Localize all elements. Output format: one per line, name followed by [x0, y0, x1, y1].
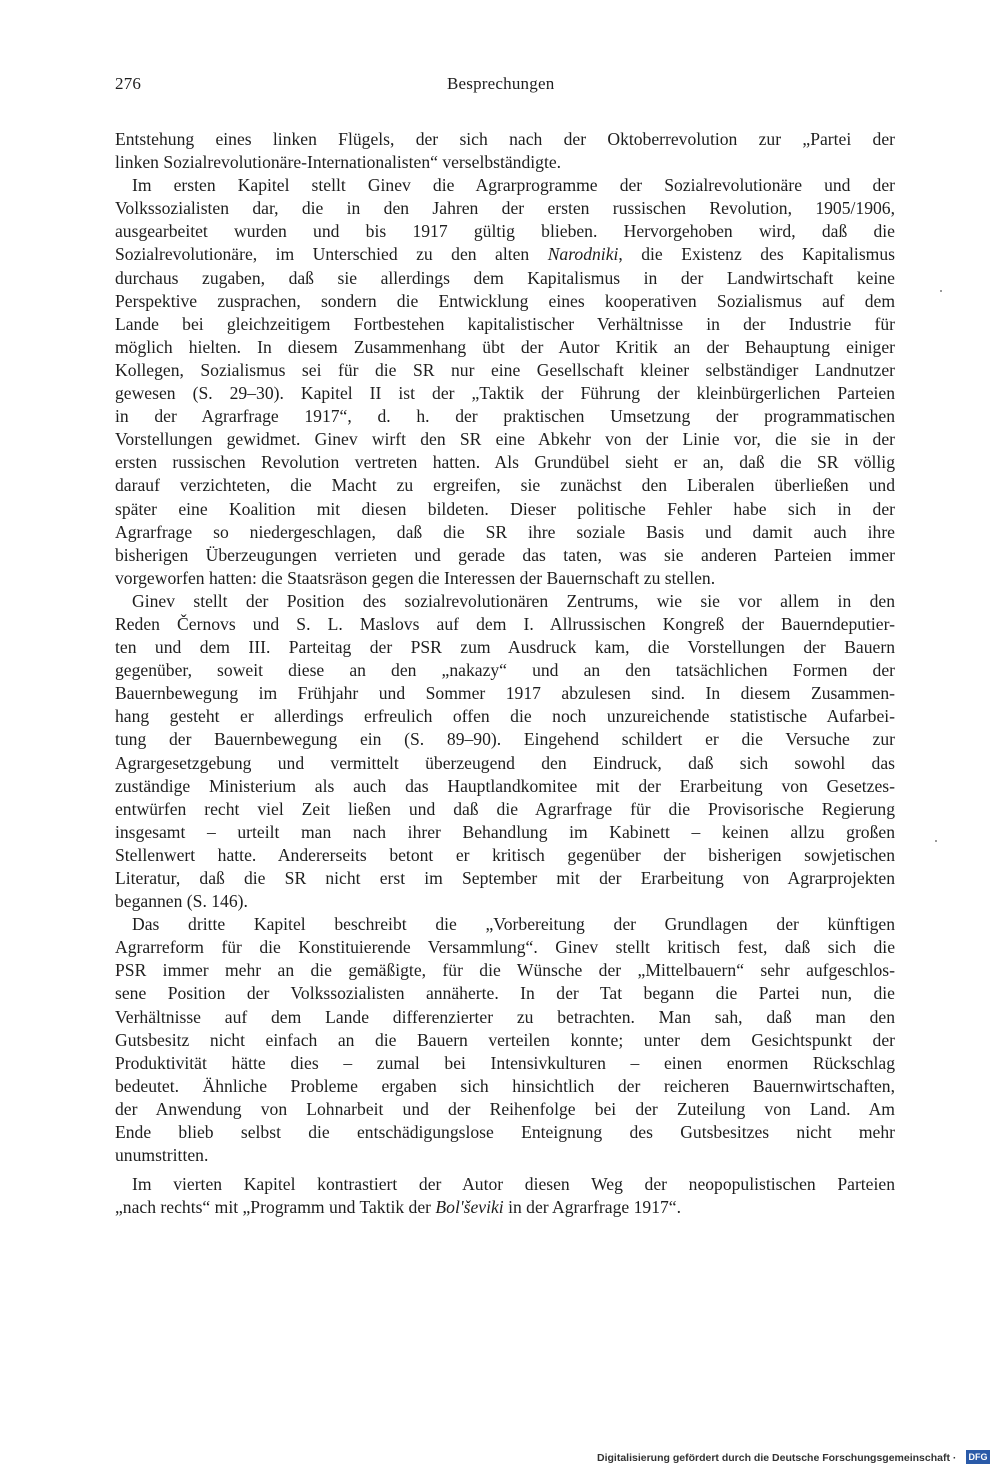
text-line: Im vierten Kapitel kontrastiert der Autor diesen Weg der neopopulistischen Parteien	[132, 1174, 895, 1195]
text-line: Ginev stellt der Position des sozialrevolutionären Zentrums, wie sie vor allem in den	[132, 590, 895, 611]
text-line: entwürfen recht viel Zeit ließen und daß die Agrarfrage für die Provisorische Regierung	[115, 798, 895, 819]
text-line: Gutsbesitz nicht einfach an die Bauern verteilen konnte; unter dem Gesichtspunkt der	[115, 1029, 895, 1050]
text-line: Ende blieb selbst die entschädigungslose Enteignung des Gutsbesitzes nicht mehr	[115, 1122, 895, 1143]
text-line: der Anwendung von Lohnarbeit und der Reihenfolge bei der Zuteilung von Land. Am	[115, 1098, 895, 1119]
text-line: Verhältnisse auf dem Lande differenzierter zu betrachten. Man sah, daß man den	[115, 1006, 895, 1027]
text-line: vorgeworfen hatten: die Staatsräson gegen die Interessen der Bauernschaft zu stellen.	[115, 567, 716, 588]
text-line: Kollegen, Sozialismus sei für die SR nur eine Gesellschaft kleiner selbständiger Landnutzer	[115, 359, 895, 380]
text-line: hang gesteht er allerdings erfreulich offen die noch unzureichende statistische Aufarbei-	[115, 706, 895, 727]
text-line: sene Position der Volkssozialisten annäherte. In der Tat begann die Partei nun, die	[115, 983, 895, 1004]
text-line: gewesen (S. 29–30). Kapitel II ist der „Taktik der Führung der kleinbürgerlichen Parteien	[115, 383, 895, 404]
text-line: Reden Černovs und S. L. Maslovs auf dem I. Allrussischen Kongreß der Bauerndeputier-	[115, 613, 895, 634]
text-line: Volkssozialisten dar, die in den Jahren der ersten russischen Revolution, 1905/1906,	[115, 198, 895, 219]
text-line: Agrarfrage so niedergeschlagen, daß die SR ihre soziale Basis und damit auch ihre	[115, 521, 895, 542]
text-line: ten und dem III. Parteitag der PSR zum Ausdruck kam, die Vorstellungen der Bauern	[115, 637, 895, 658]
text-line: gegenüber, soweit diese an den „nakazy“ und an den tatsächlichen Formen der	[115, 660, 895, 681]
text-line: Entstehung eines linken Flügels, der sich nach der Oktoberrevolution zur „Partei der	[115, 129, 895, 149]
text-line: in der Agrarfrage 1917“, d. h. der praktischen Umsetzung der programmatischen	[115, 406, 895, 427]
digitization-credit: Digitalisierung gefördert durch die Deutsche Forschungsgemeinschaft ·	[597, 1452, 957, 1464]
paragraph	[115, 590, 895, 913]
text-line: PSR immer mehr an die gemäßigte, für die Wünsche der „Mittelbauern“ sehr aufgeschlos-	[115, 960, 895, 981]
text-line: „nach rechts“ mit „Programm und Taktik der Bol'ševiki in der Agrarfrage 1917“.	[115, 1197, 682, 1218]
text-line: Perspektive zusprachen, sondern die Entwicklung eines kooperativen Sozialismus auf dem	[115, 290, 895, 311]
paragraph	[115, 128, 895, 174]
scan-speck	[940, 290, 942, 292]
text-line: möglich hielten. In diesem Zusammenhang übt der Autor Kritik an der Behauptung einiger	[115, 336, 895, 357]
text-line: bisherigen Überzeugungen verrieten und gerade das taten, was sie anderen Parteien immer	[115, 544, 895, 565]
paragraph	[115, 174, 895, 590]
dfg-logo-icon: DFG	[966, 1450, 990, 1464]
body-text	[115, 128, 895, 1219]
text-line: Stellenwert hatte. Andererseits betont er kritisch gegenüber der bisherigen sowjetischen	[115, 844, 895, 865]
text-line: unumstritten.	[115, 1145, 209, 1166]
text-line: ersten russischen Revolution vertreten hatten. Als Grundübel sieht er an, daß die SR völlig	[115, 452, 895, 473]
paragraph	[115, 913, 895, 1167]
text-line: Produktivität hätte dies – zumal bei Intensivkulturen – einen enormen Rückschlag	[115, 1052, 895, 1073]
text-line: bedeutet. Ähnliche Probleme ergaben sich hinsichtlich der reicheren Bauernwirtschaften,	[115, 1075, 895, 1096]
text-line: zuständige Ministerium als auch das Hauptlandkomitee mit der Erarbeitung von Gesetzes-	[115, 775, 895, 796]
paragraph	[115, 1173, 895, 1219]
text-line: ausgearbeitet wurden und bis 1917 gültig blieben. Hervorgehoben wird, daß die	[115, 221, 895, 242]
text-line: durchaus zugaben, daß sie allerdings dem Kapitalismus in der Landwirtschaft keine	[115, 267, 895, 288]
text-line: Lande bei gleichzeitigem Fortbestehen kapitalistischer Verhältnisse in der Industrie für	[115, 313, 895, 334]
text-line: später eine Koalition mit diesen bildeten. Dieser politische Fehler habe sich in der	[115, 498, 895, 519]
text-line: linken Sozialrevolutionäre-Internationalisten“ verselbständigte.	[115, 152, 562, 173]
text-line: insgesamt – urteilt man nach ihrer Behandlung im Kabinett – keinen allzu großen	[115, 821, 895, 842]
text-line: darauf verzichteten, die Macht zu ergreifen, sie zunächst den Liberalen überließen und	[115, 475, 895, 496]
running-head: Besprechungen	[447, 74, 555, 93]
text-line: Literatur, daß die SR nicht erst im September mit der Erarbeitung von Agrarprojekten	[115, 868, 895, 888]
text-line: Agrargesetzgebung und vermittelt überzeugend den Eindruck, daß sich sowohl das	[115, 752, 895, 773]
scan-speck	[935, 840, 937, 842]
page-number: 276	[115, 74, 142, 93]
text-line: tung der Bauernbewegung ein (S. 89–90). Eingehend schildert er die Versuche zur	[115, 729, 895, 750]
text-line: Das dritte Kapitel beschreibt die „Vorbereitung der Grundlagen der künftigen	[132, 914, 895, 935]
text-line: Agrarreform für die Konstituierende Versammlung“. Ginev stellt kritisch fest, daß sich die	[115, 937, 895, 958]
text-line: begannen (S. 146).	[115, 891, 248, 912]
text-line: Bauernbewegung im Frühjahr und Sommer 1917 abzulesen sind. In diesem Zusammen-	[115, 683, 895, 704]
text-line: Im ersten Kapitel stellt Ginev die Agrarprogramme der Sozialrevolutionäre und der	[132, 175, 895, 196]
text-line: Vorstellungen gewidmet. Ginev wirft den SR eine Abkehr von der Linie vor, die sie in der	[115, 429, 895, 450]
text-line: Sozialrevolutionäre, im Unterschied zu den alten Narodniki, die Existenz des Kapitalismus	[115, 244, 895, 265]
